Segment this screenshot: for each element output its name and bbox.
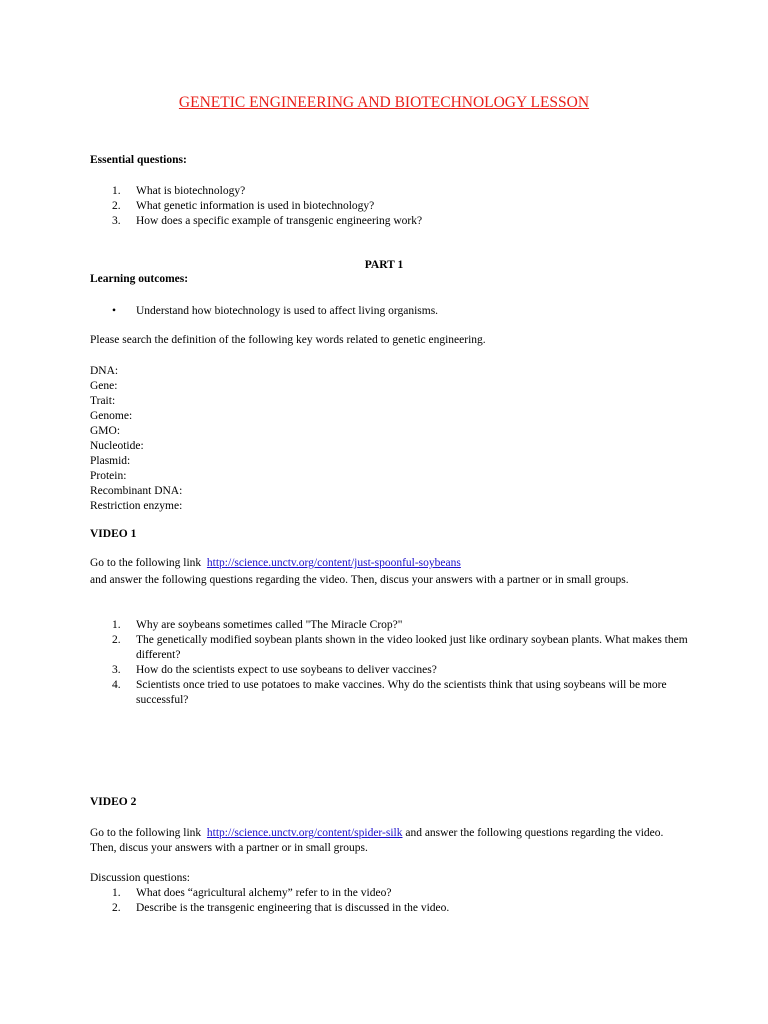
video-1-link[interactable]: http://science.unctv.org/content/just-spoonful-soybeans <box>206 557 461 569</box>
bullet-icon: • <box>112 305 117 317</box>
discussion-questions-heading: Discussion questions: <box>90 872 190 884</box>
key-words-instruction: Please search the definition of the following key words related to genetic engineering. <box>90 334 486 346</box>
document-page: GENETIC ENGINEERING AND BIOTECHNOLOGY LESSON Essential questions: 1. What is biotechnology? 2. What genetic information is used in biotechnology? 3. How does a specific example of transgenic engineering work? PART 1 Learning outcomes: • Understand how biotechnology is used to affect living organisms. Please search the definition of the following key words related to genetic engineering. DNA: Gene: Trait: Genome: GMO: Nucleotide: Plasmid: Protein: Recombinant DNA: Restriction enzyme: VIDEO 1 Go to the following link http://science.unctv.org/content/just-spoonful-soybeans and answer the following questions regarding the video. Then, discus your answers with a partner or in small groups. 1. Why are soybeans sometimes called "The Miracle Crop?" 2. The genetically modified soybean plants shown in the video looked just like ordinary soybean plants. What makes them different? 3. How do the scientists expect to use soybeans to deliver vaccines? 4. Scientists once tried to use potatoes to make vaccines. Why do the scientists think that using soybeans will be more successful? VIDEO 2 Go to the following link http://science.unctv.org/content/spider-silk and answer the following questions regarding the video. Then, discus your answers with a partner or in small groups. Discussion questions: 1. What does “agricultural alchemy” refer to in the video? 2. Describe is the transgenic engineering that is discussed in the video. <box>0 0 768 1024</box>
term-dna: DNA: <box>90 365 119 377</box>
term-nucleotide: Nucleotide: <box>90 440 144 452</box>
term-gene: Gene: <box>90 380 118 392</box>
term-restriction-enzyme: Restriction enzyme: <box>90 500 183 512</box>
term-plasmid: Plasmid: <box>90 455 131 467</box>
term-protein: Protein: <box>90 470 127 482</box>
video-1-link-line: Go to the following link http://science.unctv.org/content/just-spoonful-soybeans <box>90 557 461 569</box>
learning-outcomes-heading: Learning outcomes: <box>90 273 189 285</box>
video-2-link[interactable]: http://science.unctv.org/content/spider-silk <box>206 827 403 839</box>
term-trait: Trait: <box>90 395 116 407</box>
document-title: GENETIC ENGINEERING AND BIOTECHNOLOGY LESSON <box>178 94 590 111</box>
video-1-heading: VIDEO 1 <box>90 528 137 540</box>
part-1-heading: PART 1 <box>364 259 404 271</box>
key-words-list <box>90 364 182 514</box>
term-gmo: GMO: <box>90 425 121 437</box>
learning-outcome-item: • Understand how biotechnology is used to affect living organisms. <box>112 305 439 317</box>
essential-questions-heading: Essential questions: <box>90 154 187 166</box>
term-recombinant-dna: Recombinant DNA: <box>90 485 183 497</box>
video-1-instructions: and answer the following questions regarding the video. Then, discus your answers with a partner or in small groups. <box>90 574 629 586</box>
video-2-heading: VIDEO 2 <box>90 796 137 808</box>
term-genome: Genome: <box>90 410 133 422</box>
video-2-instructions: Go to the following link http://science.unctv.org/content/spider-silk and answer the following questions regarding the video. Then, discus your answers with a partner or in small groups. <box>90 827 664 854</box>
